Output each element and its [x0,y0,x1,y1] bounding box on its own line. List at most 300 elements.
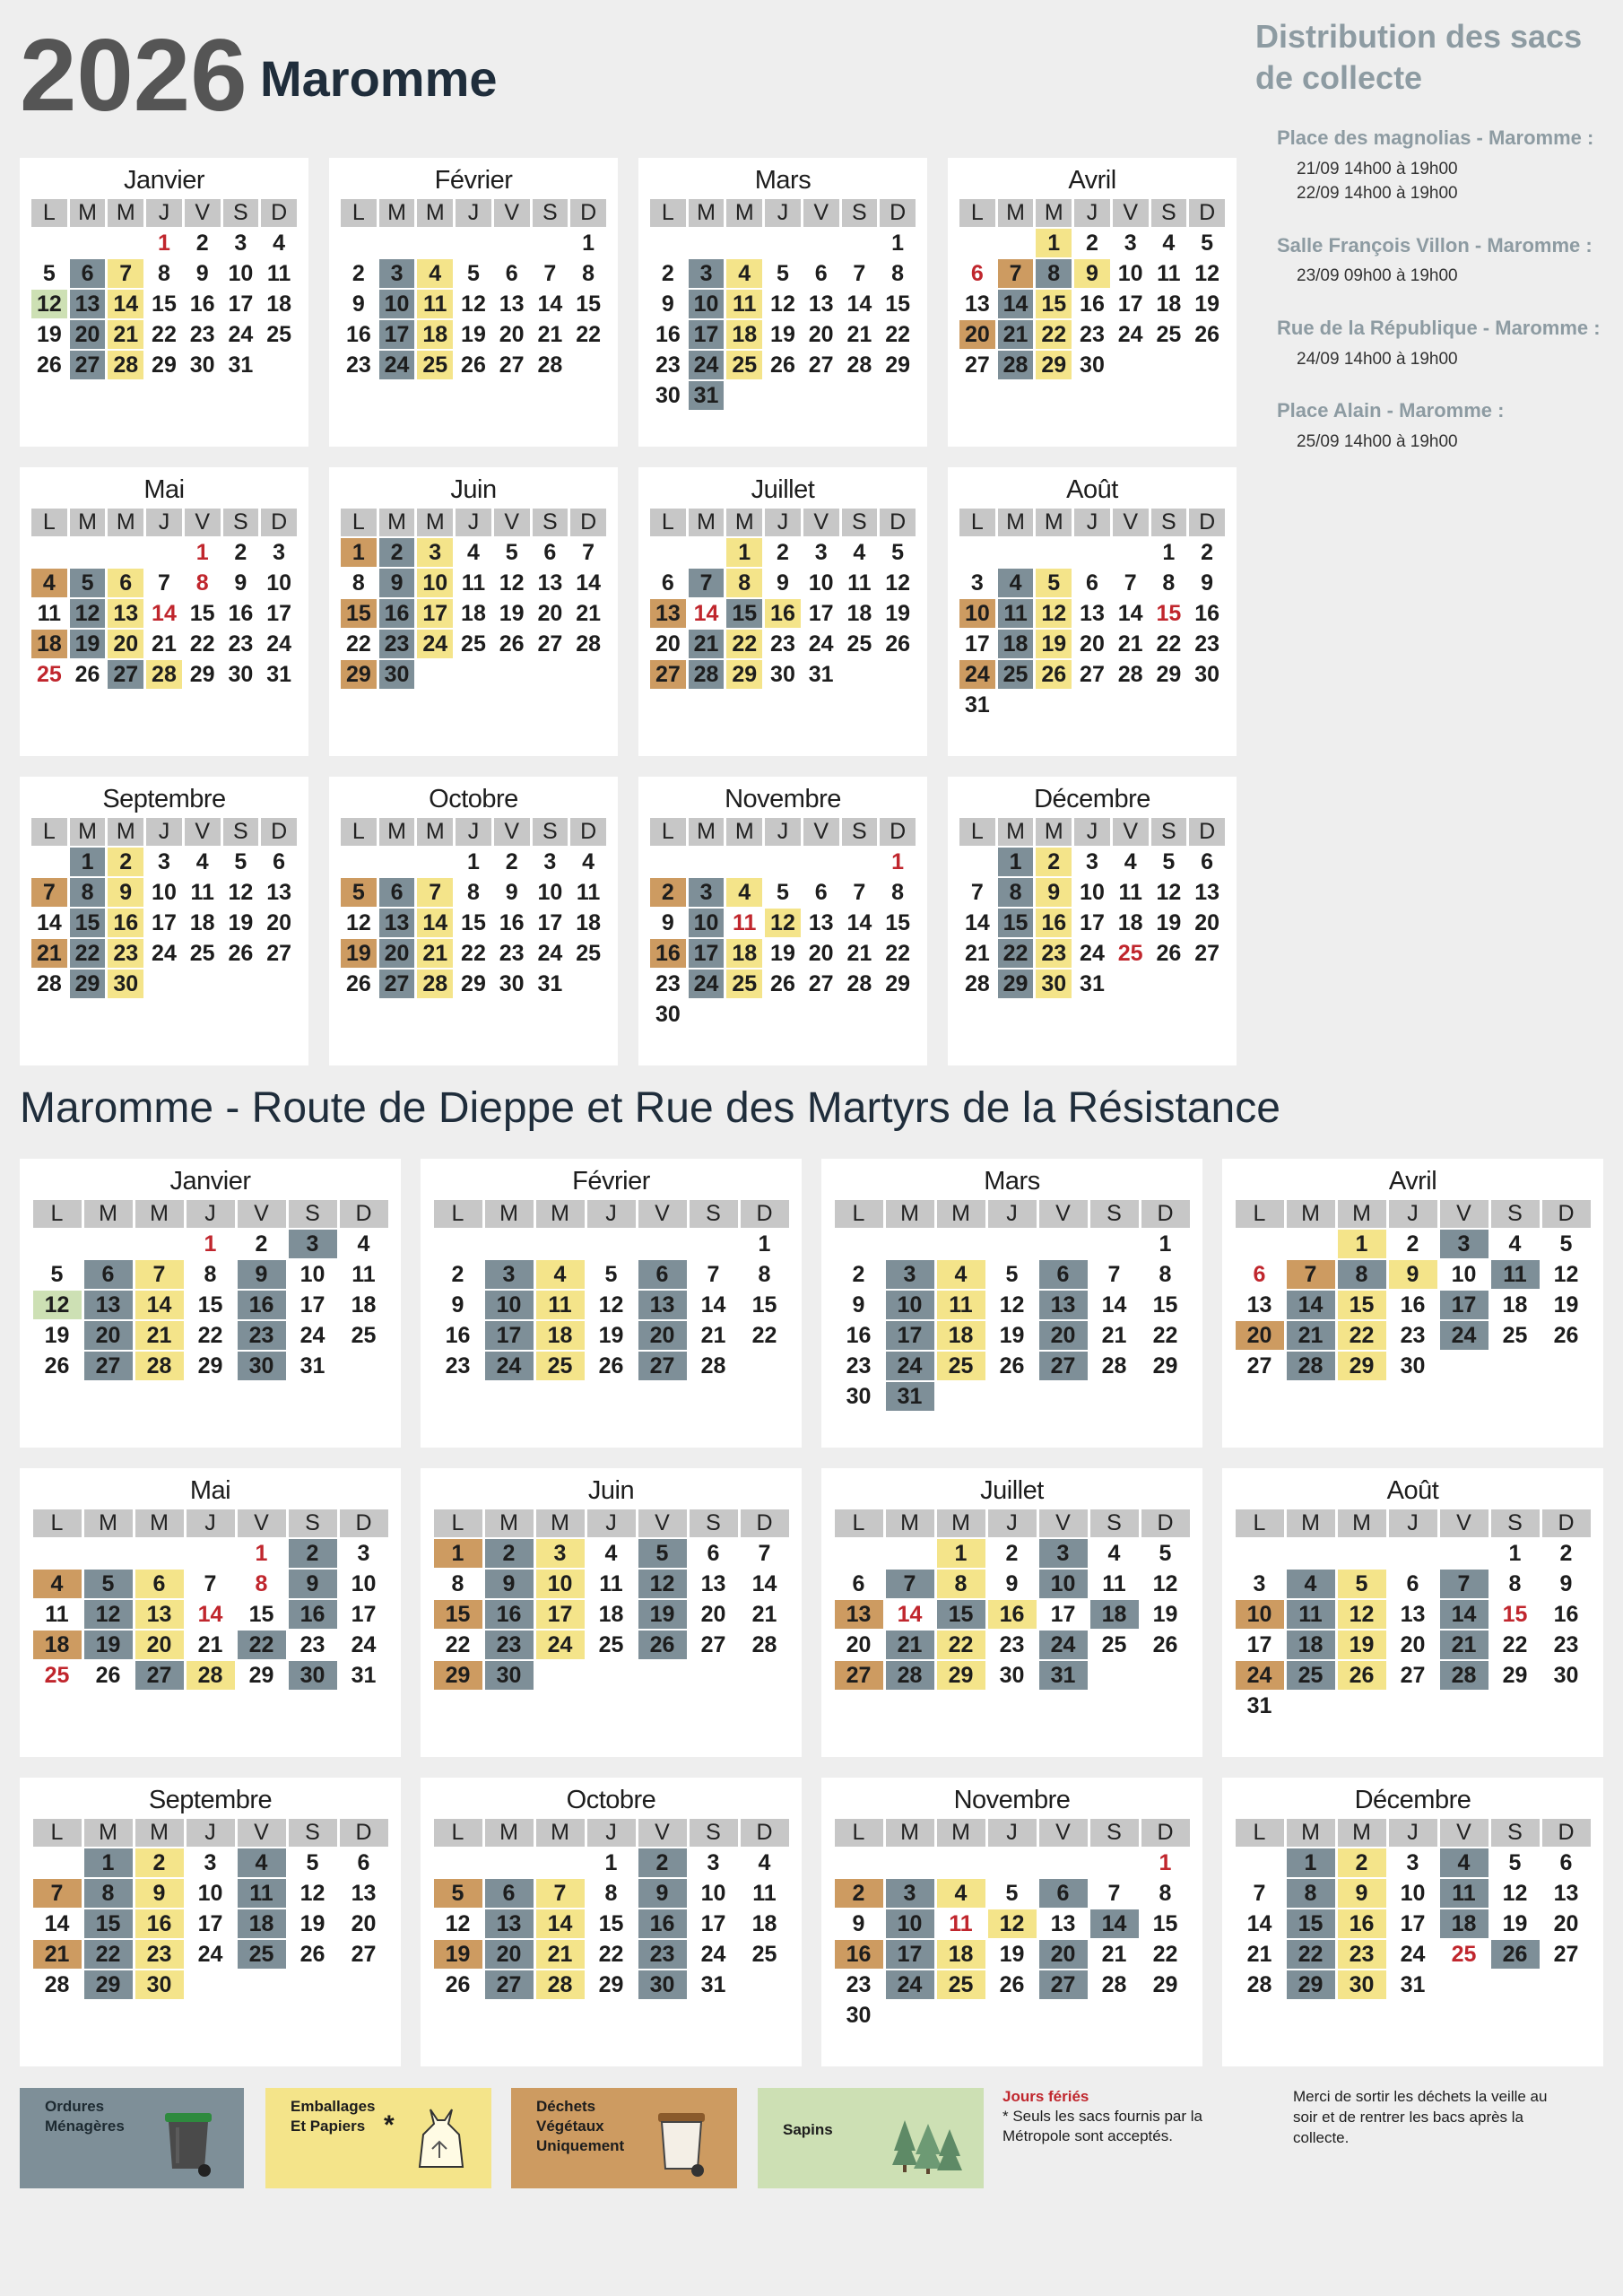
month-block [20,158,308,447]
day-cell: 8 [1338,1260,1386,1289]
month-name: Septembre [102,785,226,813]
day-cell: 22 [1036,320,1072,349]
day-cell: 29 [598,1971,624,1997]
day-cell: 8 [84,1879,133,1908]
day-cell: 28 [998,351,1034,379]
day-cell: 6 [1201,848,1214,874]
day-cell: 9 [1559,1570,1573,1596]
day-cell: 18 [726,320,762,349]
day-cell: 28 [1246,1971,1272,1997]
empty-cell [340,1970,388,1999]
day-cell: 25 [937,1970,985,1999]
day-cell: 20 [959,320,995,349]
day-cell: 30 [1036,970,1072,998]
day-cell: 8 [937,1570,985,1598]
day-cell: 4 [33,1570,82,1598]
month-block [421,1159,802,1448]
day-cell: 20 [808,940,834,966]
day-cell: 4 [582,848,595,874]
empty-cell [238,1970,286,1999]
day-cell: 27 [351,1941,377,1967]
day-cell: 23 [1338,1940,1386,1969]
day-cell: 10 [886,1909,934,1938]
weekday-header: M [886,1509,934,1537]
day-cell: 8 [158,260,170,286]
day-cell: 22 [998,939,1034,968]
weekday-header: M [536,1200,585,1228]
day-cell: 1 [255,1540,268,1566]
day-cell: 26 [885,631,911,657]
weekday-header: V [185,509,221,536]
day-cell: 19 [228,909,254,935]
day-cell: 6 [70,259,106,288]
day-cell: 2 [135,1848,184,1877]
legend-vegetaux [511,2088,737,2188]
day-cell: 16 [108,909,143,937]
day-cell: 9 [852,1292,865,1318]
day-cell: 11 [1102,1570,1126,1596]
weekday-header: D [1189,199,1225,227]
day-cell: 20 [485,1940,534,1969]
empty-cell [31,848,67,876]
weekday-header: J [765,509,801,536]
empty-cell [886,1848,934,1877]
day-cell: 1 [70,848,106,876]
day-cell: 18 [576,909,602,935]
empty-cell [261,351,297,379]
weekday-header: J [587,1819,636,1847]
legend-ordures-label: Ordures [45,2098,105,2115]
day-cell: 17 [1050,1601,1076,1627]
day-cell: 27 [1080,661,1105,687]
month-name: Mai [189,1476,231,1505]
month-block [821,1468,1202,1757]
month-table [832,1198,1193,1413]
day-cell: 26 [1194,321,1220,347]
weekday-header: D [741,1509,789,1537]
empty-cell [1141,2001,1190,2030]
day-cell: 30 [485,1661,534,1690]
day-cell: 20 [499,321,525,347]
month-table [1233,1198,1593,1382]
empty-cell [1039,1382,1088,1411]
day-cell: 28 [700,1352,726,1378]
day-cell: 15 [1036,290,1072,318]
day-cell: 5 [234,848,247,874]
day-cell: 29 [885,970,911,996]
empty-cell [959,848,995,876]
day-cell: 27 [108,660,143,689]
day-cell: 4 [417,259,453,288]
empty-cell [998,229,1034,257]
empty-cell [638,1661,687,1690]
day-cell: 14 [693,600,719,626]
weekday-header: M [937,1200,985,1228]
day-cell: 24 [1400,1941,1426,1967]
day-cell: 26 [598,1352,624,1378]
day-cell: 26 [445,1971,471,1997]
day-cell: 26 [999,1352,1025,1378]
day-cell: 24 [689,970,725,998]
day-cell: 12 [1338,1600,1386,1629]
day-cell: 5 [1005,1880,1019,1906]
day-cell: 18 [937,1321,985,1350]
day-cell: 6 [135,1570,184,1598]
day-cell: 2 [379,538,415,567]
day-cell: 22 [1152,1941,1178,1967]
empty-cell [726,1000,762,1029]
empty-cell [417,229,453,257]
day-cell: 30 [638,1970,687,1999]
empty-cell [587,1230,636,1258]
empty-cell [765,1000,801,1029]
day-cell: 7 [1107,1880,1121,1906]
day-cell: 13 [499,291,525,317]
empty-cell [1189,691,1225,719]
day-cell: 29 [70,970,106,998]
empty-cell [741,1661,789,1690]
distribution-place: Salle François Villon - Maromme : [1277,233,1593,257]
empty-cell [959,229,995,257]
day-cell: 16 [1036,909,1072,937]
day-cell: 31 [964,691,990,718]
day-cell: 30 [1338,1970,1386,1999]
day-cell: 28 [964,970,990,996]
month-block [638,777,927,1065]
weekday-header: J [988,1200,1037,1228]
day-cell: 21 [751,1601,777,1627]
day-cell: 17 [351,1601,377,1627]
month-name: Août [1066,475,1118,504]
day-cell: 26 [74,661,100,687]
weekday-header: M [1338,1200,1386,1228]
day-cell: 28 [886,1661,934,1690]
day-cell: 29 [434,1661,482,1690]
day-cell: 25 [189,940,215,966]
empty-cell [835,1848,883,1877]
day-cell: 11 [733,909,757,935]
day-cell: 18 [238,1909,286,1938]
weekday-header: M [135,1200,184,1228]
day-cell: 14 [576,570,602,596]
weekday-header: L [434,1509,482,1537]
month-block [638,467,927,756]
day-cell: 21 [1440,1631,1488,1659]
day-cell: 28 [187,1661,235,1690]
day-cell: 24 [536,1631,585,1659]
month-block [821,1778,1202,2066]
empty-cell [650,229,686,257]
empty-cell [187,1970,235,1999]
weekday-header: L [33,1509,82,1537]
day-cell: 10 [197,1880,223,1906]
distribution-time: 21/09 14h00 à 19h00 [1297,159,1458,178]
day-cell: 20 [846,1631,872,1657]
day-cell: 22 [1152,1322,1178,1348]
day-cell: 8 [582,260,595,286]
day-cell: 8 [604,1880,618,1906]
day-cell: 24 [417,630,453,658]
day-cell: 23 [1080,321,1105,347]
weekday-header: M [689,818,725,846]
empty-cell [1338,1539,1386,1568]
day-cell: 13 [379,909,415,937]
day-cell: 3 [1039,1539,1088,1568]
empty-cell [880,660,916,689]
month-block [948,777,1237,1065]
day-cell: 28 [1287,1352,1335,1380]
day-cell: 20 [108,630,143,658]
weekday-header: J [1074,509,1110,536]
day-cell: 19 [1036,630,1072,658]
day-cell: 14 [751,1570,777,1596]
bags-note: * Seuls les sacs fournis par la Métropole sont acceptés. [1002,2108,1202,2145]
day-cell: 15 [1287,1909,1335,1938]
day-cell: 4 [1508,1231,1522,1257]
month-table [29,816,299,1000]
weekday-header: M [1036,509,1072,536]
day-cell: 18 [1156,291,1182,317]
day-cell: 7 [970,879,984,905]
empty-cell [1491,1692,1540,1720]
legend-sapins [758,2088,984,2188]
day-cell: 28 [846,352,872,378]
month-name: Novembre [953,1786,1071,1814]
day-cell: 3 [689,878,725,907]
day-cell: 7 [1107,1261,1121,1287]
day-cell: 21 [197,1631,223,1657]
empty-cell [690,1230,738,1258]
empty-cell [1141,1382,1190,1411]
day-cell: 16 [1194,600,1220,626]
empty-cell [842,660,878,689]
empty-cell [1287,1230,1335,1258]
day-cell: 17 [485,1321,534,1350]
day-cell: 13 [485,1909,534,1938]
day-cell: 15 [84,1909,133,1938]
wheelie-bin-green-icon [160,2106,222,2178]
day-cell: 5 [777,879,789,905]
day-cell: 27 [379,970,415,998]
weekday-header: M [70,509,106,536]
legend-sapins-label: Sapins [783,2121,833,2138]
empty-cell [842,848,878,876]
day-cell: 4 [1107,1540,1121,1566]
day-cell: 1 [726,538,762,567]
day-cell: 20 [700,1601,726,1627]
day-cell: 4 [937,1260,985,1289]
month-block [20,467,308,756]
weekday-header: M [108,199,143,227]
day-cell: 21 [689,630,725,658]
empty-cell [1151,691,1187,719]
day-cell: 30 [108,970,143,998]
day-cell: 22 [576,321,602,347]
empty-cell [1287,1539,1335,1568]
day-cell: 13 [1080,600,1105,626]
weekday-header: M [937,1819,985,1847]
weekday-header: D [570,818,606,846]
day-cell: 21 [1117,631,1143,657]
day-cell: 31 [1246,1692,1272,1718]
day-cell: 13 [1400,1601,1426,1627]
day-cell: 16 [289,1600,337,1629]
day-cell: 7 [998,259,1034,288]
weekday-header: D [1141,1200,1190,1228]
day-cell: 29 [937,1661,985,1690]
empty-cell [379,229,415,257]
month-table [30,1508,391,1692]
day-cell: 11 [847,570,872,596]
day-cell: 6 [379,878,415,907]
day-cell: 20 [135,1631,184,1659]
day-cell: 8 [1159,1880,1172,1906]
empty-cell [533,660,568,689]
day-cell: 28 [1101,1971,1127,1997]
day-cell: 15 [1338,1291,1386,1319]
day-cell: 1 [1338,1230,1386,1258]
weekday-header: S [289,1200,337,1228]
day-cell: 6 [84,1260,133,1289]
day-cell: 20 [655,631,681,657]
day-cell: 26 [95,1662,121,1688]
weekday-header: S [1491,1509,1540,1537]
day-cell: 15 [197,1292,223,1318]
day-cell: 27 [650,660,686,689]
day-cell: 11 [37,600,62,626]
legend-ordures [20,2088,244,2188]
weekday-header: M [998,199,1034,227]
day-cell: 16 [485,1600,534,1629]
empty-cell [341,848,377,876]
weekday-header: D [340,1200,388,1228]
day-cell: 9 [505,879,518,905]
legend-ordures-label: Ménagères [45,2118,125,2135]
empty-cell [835,1230,883,1258]
weekday-header: L [650,199,686,227]
weekday-header: M [485,1200,534,1228]
day-cell: 16 [846,1322,872,1348]
empty-cell [1440,1539,1488,1568]
day-cell: 28 [846,970,872,996]
day-cell: 18 [417,320,453,349]
month-name: Octobre [429,785,518,813]
day-cell: 25 [726,970,762,998]
day-cell: 2 [451,1261,464,1287]
weekday-header: D [1141,1509,1190,1537]
day-cell: 2 [234,539,247,565]
day-cell: 27 [1400,1662,1426,1688]
weekday-header: M [485,1819,534,1847]
distribution-panel [1255,16,1605,454]
day-cell: 22 [70,939,106,968]
day-cell: 21 [964,940,990,966]
weekday-header: D [1542,1200,1591,1228]
day-cell: 21 [886,1631,934,1659]
day-cell: 30 [1553,1662,1579,1688]
day-cell: 8 [891,879,905,905]
weekday-header: V [494,509,530,536]
empty-cell [1113,351,1149,379]
day-cell: 26 [638,1631,687,1659]
month-block [20,1778,401,2066]
month-name: Avril [1388,1167,1437,1196]
weekday-header: M [998,509,1034,536]
day-cell: 9 [661,909,674,935]
day-cell: 1 [1508,1540,1522,1566]
day-cell: 14 [152,600,177,626]
weekday-header: J [146,818,182,846]
day-cell: 29 [1036,351,1072,379]
empty-cell [340,1352,388,1380]
weekday-header: D [570,509,606,536]
day-cell: 2 [638,1848,687,1877]
day-cell: 16 [379,599,415,628]
day-cell: 27 [135,1661,184,1690]
day-cell: 20 [1400,1631,1426,1657]
empty-cell [146,970,182,998]
day-cell: 7 [886,1570,934,1598]
day-cell: 31 [266,661,292,687]
day-cell: 19 [1194,291,1220,317]
weekday-header: S [842,509,878,536]
day-cell: 9 [238,1260,286,1289]
day-cell: 7 [853,260,866,286]
day-cell: 14 [1090,1909,1139,1938]
day-cell: 14 [1117,600,1143,626]
day-cell: 11 [949,1910,973,1936]
empty-cell [842,1000,878,1029]
empty-cell [988,2001,1037,2030]
empty-cell [1542,1692,1591,1720]
day-cell: 26 [299,1941,325,1967]
day-cell: 12 [1036,599,1072,628]
day-cell: 21 [1101,1322,1127,1348]
empty-cell [341,229,377,257]
weekday-header: L [835,1200,883,1228]
day-cell: 17 [1080,909,1105,935]
weekday-header: D [1542,1509,1591,1537]
day-cell: 29 [248,1662,274,1688]
day-cell: 3 [234,230,247,256]
asterisk-mark: * [384,2110,395,2140]
weekday-header: D [261,199,297,227]
day-cell: 13 [964,291,990,317]
day-cell: 21 [152,631,177,657]
day-cell: 16 [835,1940,883,1969]
day-cell: 30 [1400,1352,1426,1378]
day-cell: 11 [599,1570,623,1596]
day-cell: 30 [770,661,795,687]
day-cell: 16 [650,939,686,968]
day-cell: 16 [1080,291,1105,317]
day-cell: 11 [536,1291,585,1319]
day-cell: 4 [998,569,1034,597]
day-cell: 3 [886,1260,934,1289]
day-cell: 17 [689,939,725,968]
day-cell: 18 [1440,1909,1488,1938]
day-cell: 8 [1036,259,1072,288]
day-cell: 27 [1553,1941,1579,1967]
day-cell: 5 [1005,1261,1019,1287]
day-cell: 4 [273,230,286,256]
empty-cell [1141,1661,1190,1690]
day-cell: 17 [886,1321,934,1350]
day-cell: 23 [1036,939,1072,968]
weekday-header: M [485,1509,534,1537]
weekday-header: M [84,1200,133,1228]
day-cell: 29 [152,352,177,378]
